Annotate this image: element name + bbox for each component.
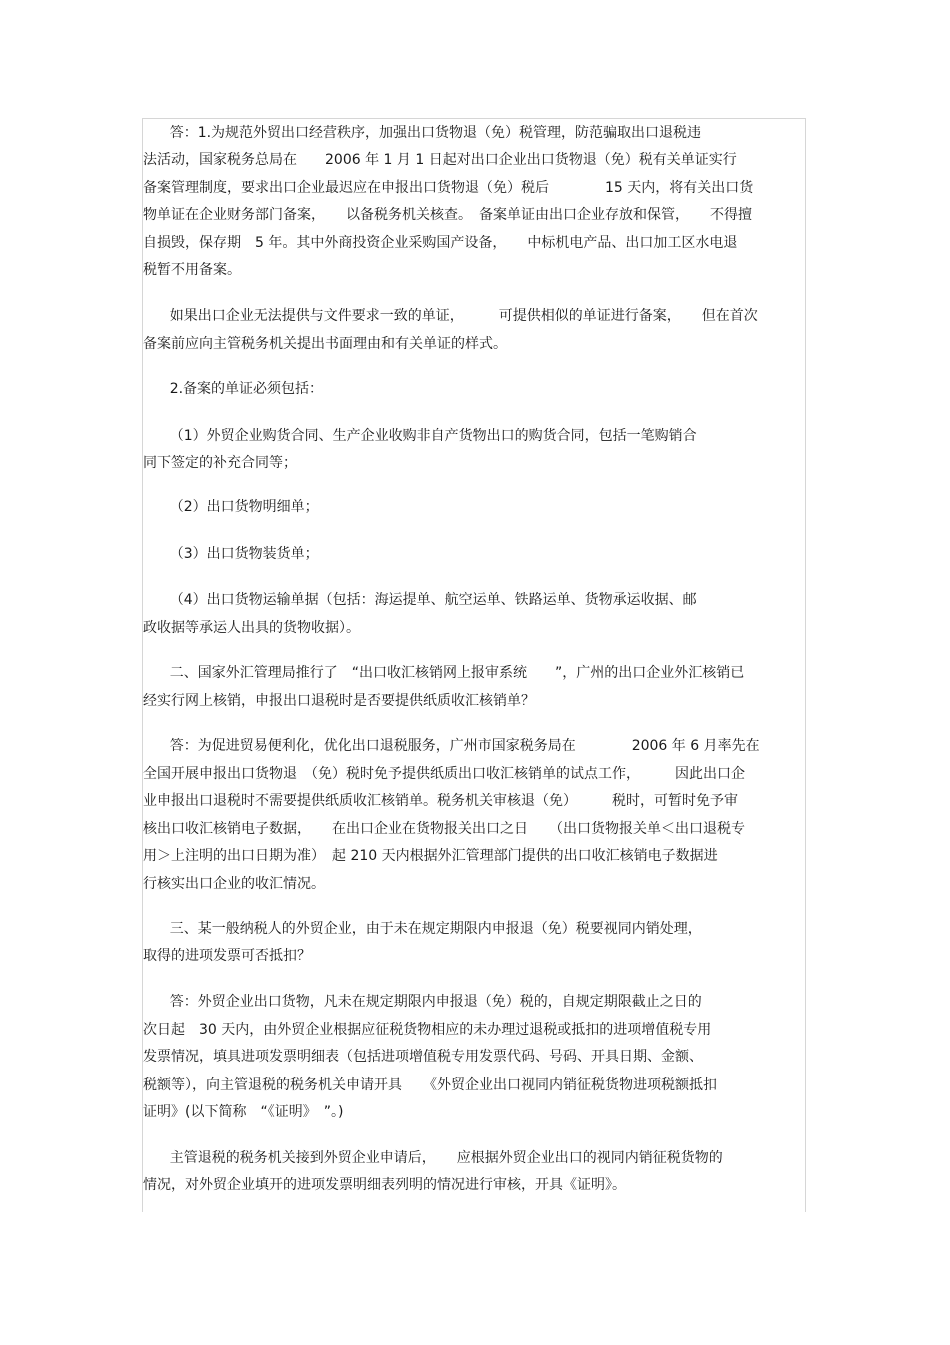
text-line: 同下签定的补充合同等； [143, 455, 297, 471]
text-line: 三、某一般纳税人的外贸企业，由于未在规定期限内申报退（免）税要视同内销处理， [143, 921, 702, 937]
text-line: 如果出口企业无法提供与文件要求一致的单证， 可提供相似的单证进行备案， 但在首次 [143, 308, 758, 324]
text-line: 全国开展申报出口货物退 （免）税时免予提供纸质出口收汇核销单的试点工作， 因此出口企 [143, 766, 745, 782]
text-line: 次日起 30 天内，由外贸企业根据应征税货物相应的未办理过退税或抵扣的进项增值税专用 [143, 1022, 712, 1038]
text-line: 主管退税的税务机关接到外贸企业申请后， 应根据外贸企业出口的视同内销征税货物的 [143, 1150, 723, 1166]
text-line: （4）出口货物运输单据（包括：海运提单、航空运单、铁路运单、货物承运收据、邮 [143, 592, 697, 608]
text-line: 物单证在企业财务部门备案， 以备税务机关核查。 备案单证由出口企业存放和保管， 不得擅 [143, 207, 752, 223]
text-line: 经实行网上核销，申报出口退税时是否要提供纸质收汇核销单？ [143, 693, 535, 709]
text-line: 税额等），向主管退税的税务机关申请开具 《外贸企业出口视同内销征税货物进项税额抵扣 [143, 1077, 717, 1093]
text-line: （1）外贸企业购货合同、生产企业收购非自产货物出口的购货合同，包括一笔购销合 [143, 428, 697, 444]
text-line: 答：1.为规范外贸出口经营秩序，加强出口货物退（免）税管理，防范骗取出口退税违 [143, 125, 702, 141]
text-line: 备案前应向主管税务机关提出书面理由和有关单证的样式。 [143, 336, 507, 352]
text-line: 用＞上注明的出口日期为准） 起 210 天内根据外汇管理部门提供的出口收汇核销电子数据进 [143, 848, 718, 864]
text-line: 证明》(以下简称 “《证明》 ”。) [143, 1104, 344, 1120]
text-line: 答：外贸企业出口货物，凡未在规定期限内申报退（免）税的，自规定期限截止之日的 [143, 994, 702, 1010]
text-line: 核出口收汇核销电子数据， 在出口企业在货物报关出口之日 （出口货物报关单＜出口退税专 [143, 821, 745, 837]
text-line: （2）出口货物明细单； [143, 499, 319, 515]
text-line: 行核实出口企业的收汇情况。 [143, 876, 325, 892]
text-line: 税暂不用备案。 [143, 262, 241, 278]
text-line: 法活动，国家税务总局在 2006 年 1 月 1 日起对出口企业出口货物退（免）税有关单证实行 [143, 152, 737, 168]
text-line: 政收据等承运人出具的货物收据）。 [143, 620, 360, 636]
text-line: 2.备案的单证必须包括： [143, 381, 324, 397]
text-line: 二、国家外汇管理局推行了 “出口收汇核销网上报审系统 ”，广州的出口企业外汇核销已 [143, 665, 745, 681]
text-line: 取得的进项发票可否抵扣？ [143, 948, 311, 964]
text-line: （3）出口货物装货单； [143, 546, 319, 562]
text-line: 业申报出口退税时不需要提供纸质收汇核销单。税务机关审核退（免） 税时，可暂时免予审 [143, 793, 738, 809]
text-line: 答：为促进贸易便利化，优化出口退税服务，广州市国家税务局在 2006 年 6 月率先在 [143, 738, 760, 754]
text-line: 情况，对外贸企业填开的进项发票明细表列明的情况进行审核，开具《证明》。 [143, 1177, 626, 1193]
text-line: 发票情况，填具进项发票明细表（包括进项增值税专用发票代码、号码、开具日期、金额、 [143, 1049, 703, 1065]
text-line: 自损毁，保存期 5 年。其中外商投资企业采购国产设备， 中标机电产品、出口加工区水电退 [143, 235, 738, 251]
text-line: 备案管理制度，要求出口企业最迟应在申报出口货物退（免）税后 15 天内，将有关出口货 [143, 180, 754, 196]
